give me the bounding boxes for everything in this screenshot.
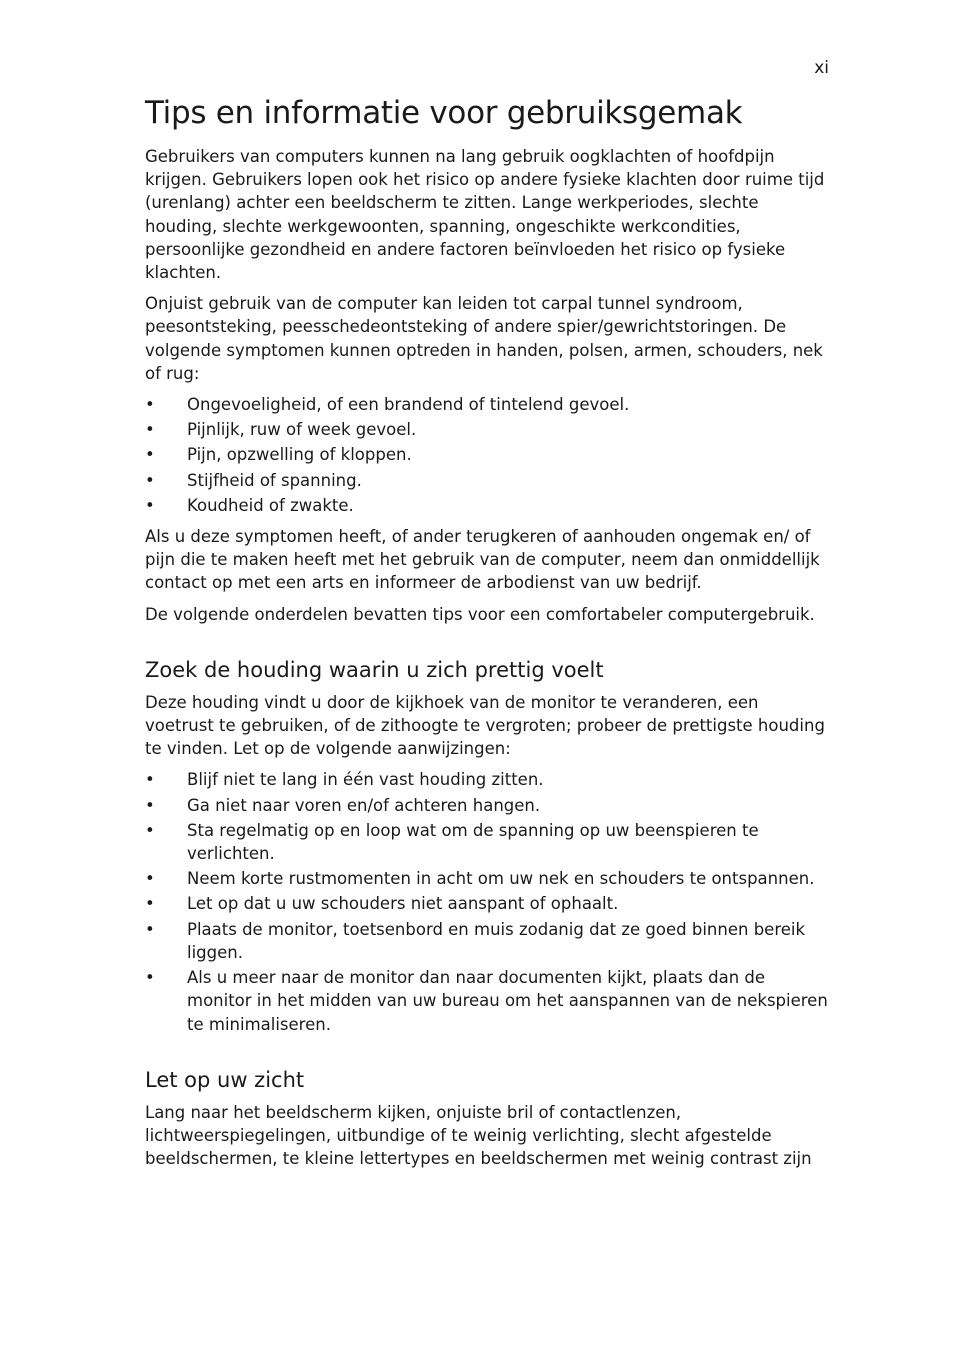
list-item-text: Als u meer naar de monitor dan naar documenten kijkt, plaats dan de monitor in het midden van uw bureau om het aanspannen van de nekspieren te minimaliseren. (187, 968, 828, 1034)
list-item (145, 418, 830, 441)
list-item (145, 393, 830, 416)
bullet-icon: • (145, 795, 155, 815)
bullet-icon: • (145, 420, 155, 440)
page-title: Tips en informatie voor gebruiksgemak (145, 95, 743, 131)
list-item-text: Sta regelmatig op en loop wat om de spanning op uw beenspieren te verlichten. (187, 820, 759, 864)
list-item-text: Ga niet naar voren en/of achteren hangen. (187, 795, 541, 815)
list-item-text: Plaats de monitor, toetsenbord en muis zodanig dat ze goed binnen bereik liggen. (187, 919, 806, 962)
bullet-icon: • (145, 470, 155, 490)
bullet-icon: • (145, 894, 155, 914)
list-item-text: Ongevoeligheid, of een brandend of tintelend gevoel. (187, 395, 630, 415)
list-item-text: Blijf niet te lang in één vast houding zitten. (187, 770, 544, 790)
list-item (145, 867, 830, 890)
list-item-text: Let op dat u uw schouders niet aanspant of ophaalt. (187, 894, 619, 914)
bullet-icon: • (145, 919, 155, 939)
bullet-icon: • (145, 869, 155, 889)
bullet-icon: • (145, 770, 155, 790)
list-item-text: Pijnlijk, ruw of week gevoel. (187, 420, 417, 440)
list-item (145, 443, 830, 466)
bullet-icon: • (145, 820, 155, 840)
bullet-icon: • (145, 968, 155, 988)
intro-paragraph: Onjuist gebruik van de computer kan leiden tot carpal tunnel syndroom, peesontsteking, peesschedeontsteking of andere spier/gewrichtstoringen. De volgende symptomen kunnen optreden in handen, polsen, armen, schouders, nek of rug: (145, 294, 823, 383)
list-item (145, 794, 830, 817)
list-item (145, 469, 830, 492)
posture-list (145, 768, 830, 1035)
closing-paragraph: De volgende onderdelen bevatten tips voor een comfortabeler computergebruik. (145, 604, 815, 624)
symptoms-list (145, 393, 830, 517)
list-item (145, 918, 830, 964)
section-heading-posture: Zoek de houding waarin u zich prettig voelt (145, 657, 604, 682)
section-heading-vision: Let op uw zicht (145, 1067, 305, 1092)
vision-paragraph: Lang naar het beeldscherm kijken, onjuiste bril of contactlenzen, lichtweerspiegelingen, uitbundige of te weinig verlichting, slecht afgestelde beeldschermen, te kleine lettertypes en beeldschermen met weinig contrast zijn (145, 1102, 812, 1169)
intro-paragraph: Gebruikers van computers kunnen na lang gebruik oogklachten of hoofdpijn krijgen. Gebruikers lopen ook het risico op andere fysieke klachten door ruime tijd (urenlang) achter een beeldscherm te zitten. Lange werkperiodes, slechte houding, slechte werkgewoonten, spanning, ongeschikte werkcondities, persoonlijke gezondheid en andere factoren beïnvloeden het risico op fysieke klachten. (145, 147, 825, 283)
list-item-text: Pijn, opzwelling of kloppen. (187, 445, 412, 465)
list-item-text: Stijfheid of spanning. (187, 470, 362, 490)
bullet-icon: • (145, 445, 155, 465)
list-item (145, 966, 830, 1036)
bullet-icon: • (145, 495, 155, 515)
list-item-text: Koudheid of zwakte. (187, 495, 354, 515)
posture-paragraph: Deze houding vindt u door de kijkhoek van de monitor te veranderen, een voetrust te gebruiken, of de zithoogte te vergroten; probeer de prettigste houding te vinden. Let op de volgende aanwijzingen: (145, 692, 825, 759)
page-number: xi (814, 58, 829, 78)
page-content (145, 92, 830, 1178)
list-item (145, 494, 830, 517)
list-item-text: Neem korte rustmomenten in acht om uw nek en schouders te ontspannen. (187, 869, 815, 889)
list-item (145, 819, 830, 865)
list-item (145, 768, 830, 791)
list-item (145, 892, 830, 915)
closing-paragraph: Als u deze symptomen heeft, of ander terugkeren of aanhouden ongemak en/ of pijn die te maken heeft met het gebruik van de computer, neem dan onmiddellijk contact op met een arts en informeer de arbodienst van uw bedrijf. (145, 527, 820, 593)
bullet-icon: • (145, 395, 155, 415)
